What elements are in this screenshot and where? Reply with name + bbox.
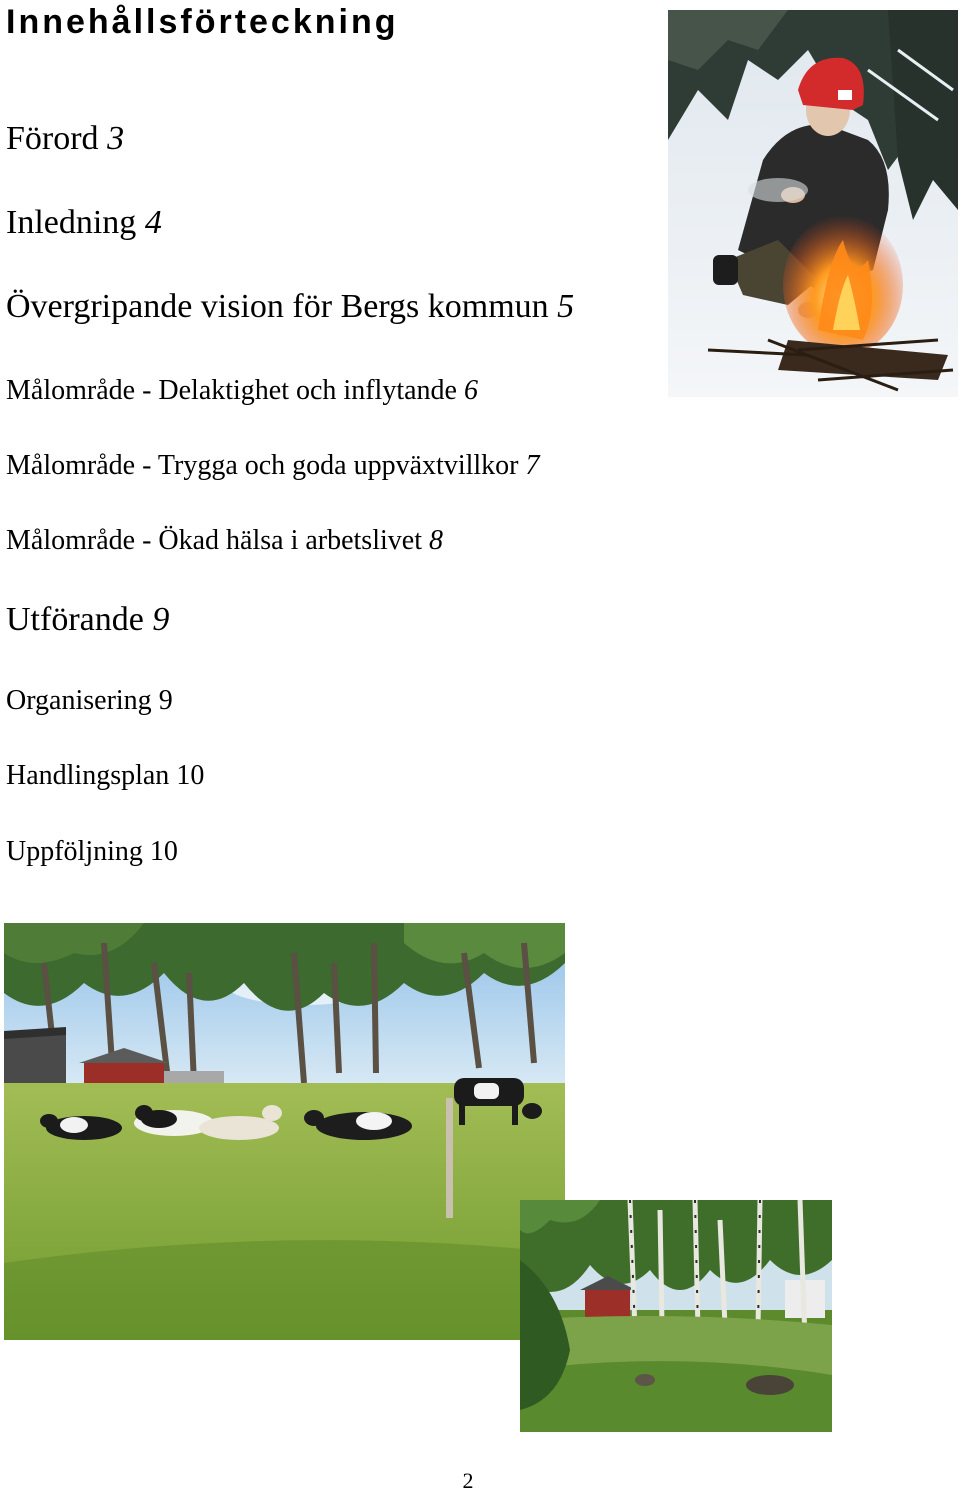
toc-entry-uppfoljning	[6, 838, 178, 866]
toc-entry-page: 10	[176, 760, 205, 791]
toc-entry-label: Övergripande vision för Bergs kommun	[6, 288, 549, 325]
toc-entry-page: 9	[152, 601, 170, 638]
cows-pasture-photo	[4, 923, 565, 1340]
toc-entry-page: 9	[158, 685, 173, 716]
toc-entry-forord	[6, 122, 124, 156]
toc-entry-page: 8	[428, 525, 443, 556]
winter-fire-photo	[668, 10, 958, 397]
toc-entry-label: Förord	[6, 120, 99, 157]
birch-grove-photo	[520, 1200, 832, 1432]
toc-entry-label: Handlingsplan	[6, 760, 170, 791]
toc-entry-vision	[6, 290, 574, 324]
toc-entry-page: 7	[525, 450, 540, 481]
toc-entry-page: 3	[107, 120, 125, 157]
page-title: Innehållsförteckning	[6, 3, 399, 41]
toc-entry-halsa	[6, 527, 443, 555]
toc-entry-label: Inledning	[6, 204, 137, 241]
toc-entry-handlingsplan	[6, 762, 204, 790]
toc-entry-label: Målområde - Ökad hälsa i arbetslivet	[6, 525, 422, 556]
toc-entry-page: 5	[557, 288, 575, 325]
toc-entry-page: 10	[149, 836, 178, 867]
toc-entry-label: Utförande	[6, 601, 144, 638]
toc-entry-label: Målområde - Delaktighet och inflytande	[6, 375, 457, 406]
toc-entry-organisering	[6, 687, 173, 715]
toc-entry-page: 6	[463, 375, 478, 406]
toc-entry-page: 4	[144, 204, 162, 241]
toc-entry-inledning	[6, 206, 162, 240]
toc-entry-uppvaxtvillkor	[6, 452, 539, 480]
page-number: 2	[462, 1468, 474, 1493]
toc-entry-label: Uppföljning	[6, 836, 143, 867]
toc-entry-label: Organisering	[6, 685, 152, 716]
toc-entry-utforande	[6, 603, 169, 637]
toc-entry-delaktighet	[6, 377, 478, 405]
toc-entry-label: Målområde - Trygga och goda uppväxtvillkor	[6, 450, 519, 481]
